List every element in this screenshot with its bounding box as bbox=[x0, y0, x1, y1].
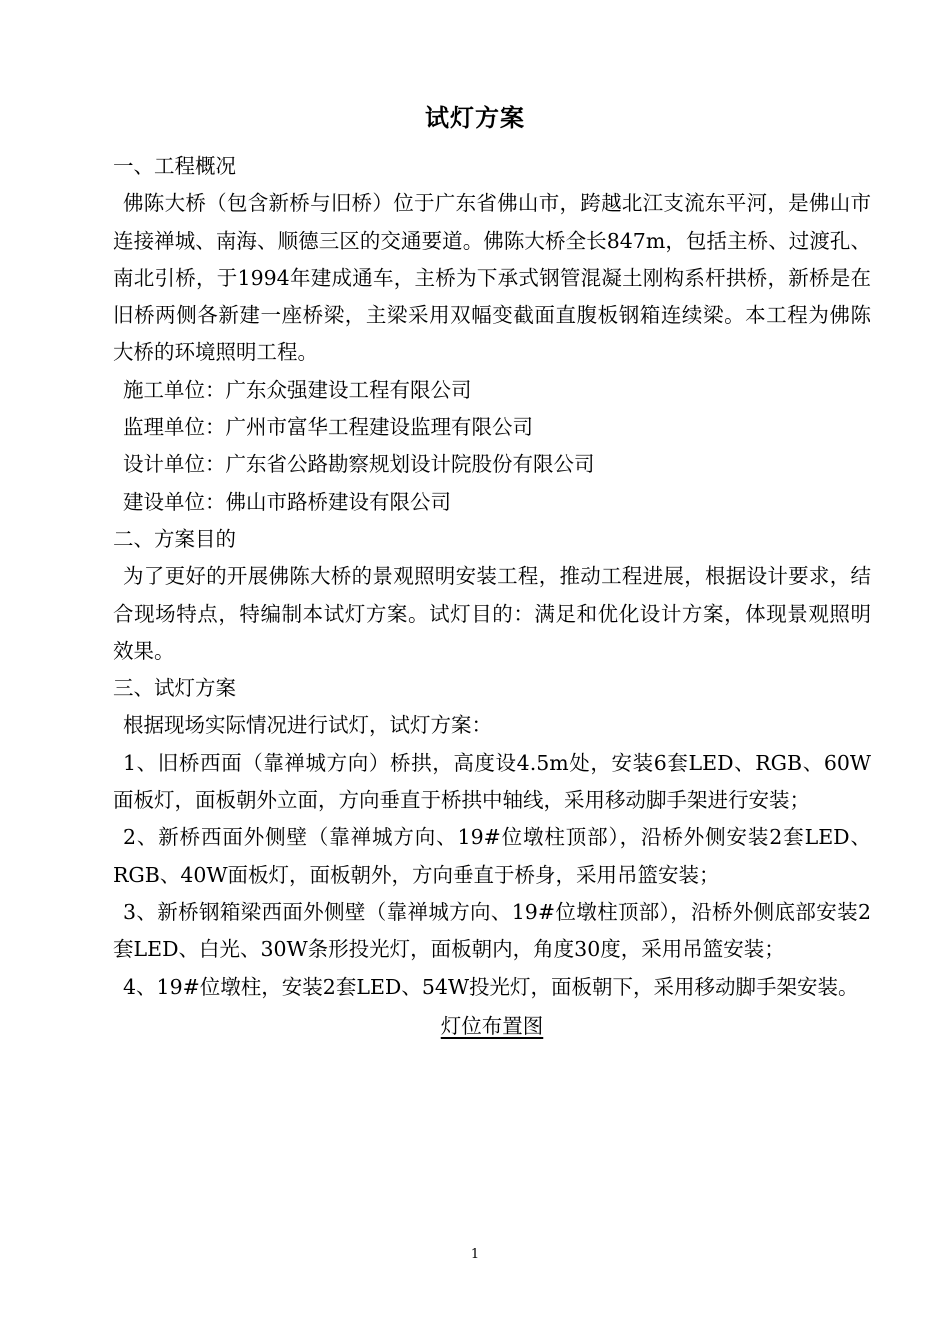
plan-item-1: 1、旧桥西面（靠禅城方向）桥拱，高度设4.5m处，安装6套LED、RGB、60W面板灯，面板朝外立面，方向垂直于桥拱中轴线，采用移动脚手架进行安装； bbox=[113, 750, 871, 813]
supervision-unit-line: 监理单位：广州市富华工程建设监理有限公司 bbox=[123, 415, 533, 440]
design-unit-line: 设计单位：广东省公路勘察规划设计院股份有限公司 bbox=[123, 452, 595, 477]
section-heading-overview: 一、工程概况 bbox=[113, 154, 236, 178]
plan-item-2: 2、新桥西面外侧壁（靠禅城方向、19#位墩柱顶部），沿桥外侧安装2套LED、RGB、40W面板灯，面板朝外，方向垂直于桥身，采用吊篮安装； bbox=[113, 825, 871, 887]
construction-unit-line: 施工单位：广东众强建设工程有限公司 bbox=[123, 377, 472, 402]
overview-paragraph: 佛陈大桥（包含新桥与旧桥）位于广东省佛山市，跨越北江支流东平河，是佛山市连接禅城、南海、顺德三区的交通要道。佛陈大桥全长847m，包括主桥、过渡孔、南北引桥，于1994年建成通车，主桥为下承式钢管混凝土刚构系杆拱桥，新桥是在旧桥两侧各新建一座桥梁，主梁采用双幅变截面直腹板钢箱连续梁。本工程为佛陈大桥的环境照明工程。 bbox=[113, 191, 871, 365]
plan-item-4: 4、19#位墩柱，安装2套LED、54W投光灯，面板朝下，采用移动脚手架安装。 bbox=[123, 974, 859, 999]
plan-intro: 根据现场实际情况进行试灯，试灯方案： bbox=[123, 713, 492, 738]
purpose-paragraph: 为了更好的开展佛陈大桥的景观照明安装工程，推动工程进展，根据设计要求，结合现场特点，特编制本试灯方案。试灯目的：满足和优化设计方案，体现景观照明效果。 bbox=[113, 564, 871, 663]
page-number: 1 bbox=[470, 1247, 480, 1262]
section-heading-purpose: 二、方案目的 bbox=[113, 526, 236, 551]
plan-item-3: 3、新桥钢箱梁西面外侧壁（靠禅城方向、19#位墩柱顶部），沿桥外侧底部安装2套LED、白光、30W条形投光灯，面板朝内，角度30度，采用吊篮安装； bbox=[113, 899, 871, 962]
document-title: 试灯方案 bbox=[425, 103, 525, 132]
section-heading-plan: 三、试灯方案 bbox=[113, 676, 236, 701]
owner-unit-line: 建设单位：佛山市路桥建设有限公司 bbox=[123, 489, 451, 514]
figure-caption: 灯位布置图 bbox=[440, 1013, 544, 1038]
document-body bbox=[113, 148, 871, 1045]
